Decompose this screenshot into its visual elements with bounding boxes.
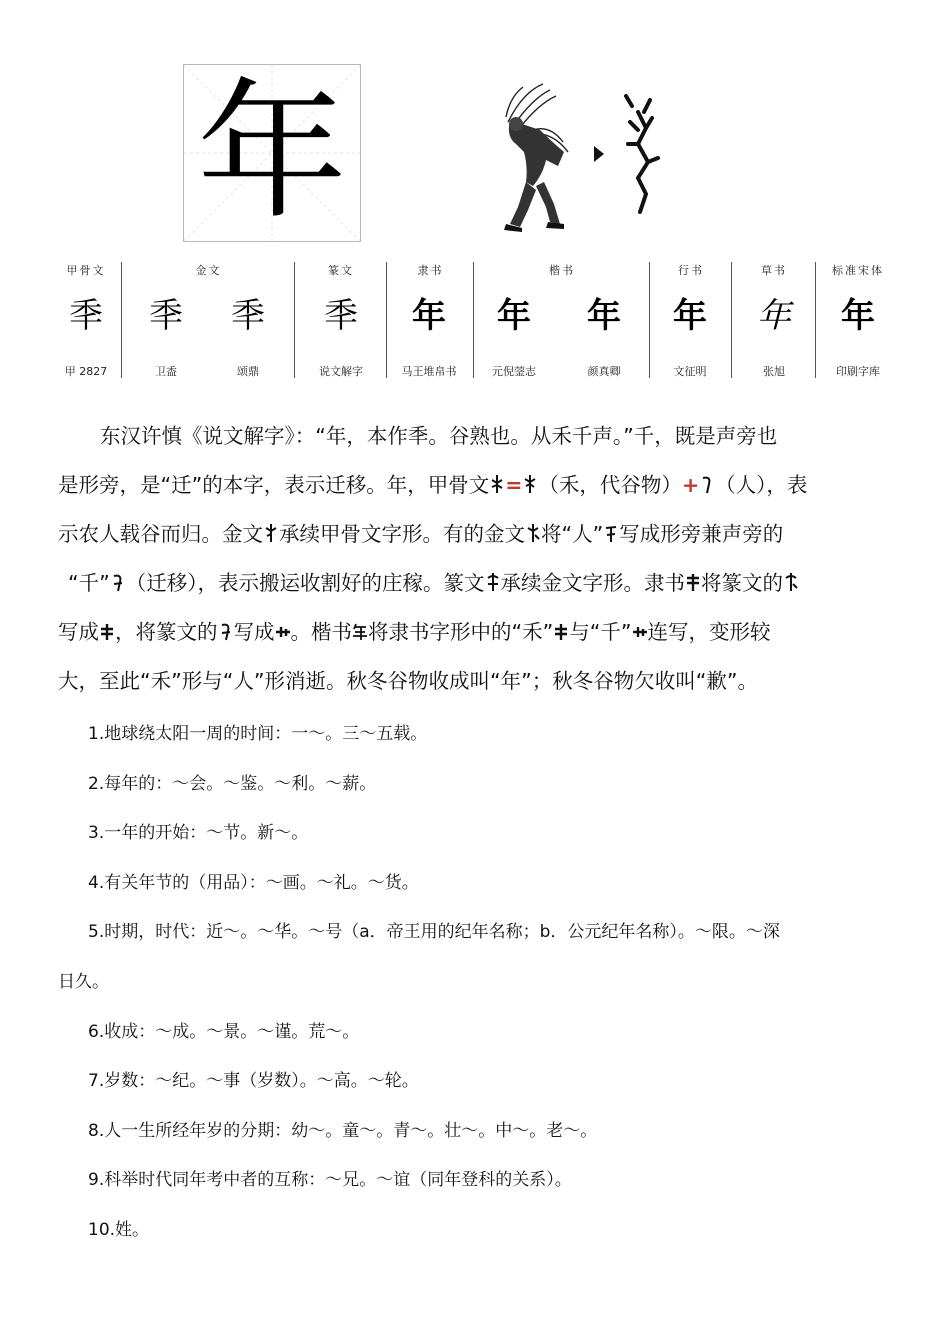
definition-item: 9.科举时代同年考中者的互称：～兄。～谊（同年登科的关系）。 (88, 1170, 572, 1191)
definition-item: 3.一年的开始：～节。新～。 (88, 823, 309, 844)
column-title: 篆文 (328, 264, 354, 277)
para-text: “千” (68, 571, 110, 595)
clerical-glyph-icon (553, 621, 569, 641)
para-text: 与“千” (569, 620, 632, 644)
column-title: 楷书 (549, 264, 575, 277)
definition-item: 2.每年的：～会。～鉴。～利。～薪。 (88, 773, 377, 794)
para-line (58, 461, 896, 510)
para-text: 承续甲骨文字形。有的金文 (279, 522, 525, 546)
para-text: 写成 (58, 620, 99, 644)
para-line (58, 510, 896, 559)
script-glyph: 秊 (69, 296, 103, 336)
plus-sign: + (681, 473, 700, 497)
script-glyph: 秊 (324, 296, 358, 336)
glyph-caption: 颂鼎 (237, 365, 259, 378)
bronze-glyph-icon (525, 523, 541, 543)
script-evolution-strip (50, 260, 900, 382)
glyph-caption: 马王堆帛书 (401, 365, 457, 378)
glyph-caption: 元倪蓥志 (492, 365, 536, 378)
regular-glyph-icon (352, 621, 368, 641)
oracle-grain-icon (522, 474, 538, 494)
qian-glyph-icon (603, 523, 619, 543)
para-line (58, 608, 896, 657)
character-grid-box (183, 64, 361, 242)
glyph-caption: 说文解字 (319, 365, 363, 378)
column-seal (295, 260, 387, 382)
para-text: 承续金文字形。隶书 (500, 571, 685, 595)
script-glyph: 年 (841, 296, 875, 336)
oracle-person-icon (699, 474, 715, 494)
bronze-glyph-icon (263, 523, 279, 543)
script-glyph: 年 (673, 296, 707, 336)
column-regular (474, 260, 650, 382)
clerical-glyph-icon (99, 621, 115, 641)
seal-glyph-icon (485, 572, 501, 592)
para-text: （人），表 (715, 473, 808, 497)
para-text: 写成形旁兼声旁的 (619, 522, 784, 546)
column-running (650, 260, 732, 382)
para-text: 写成 (233, 620, 275, 644)
qian-glyph-icon (110, 572, 126, 592)
definition-item: 10.姓。 (88, 1219, 150, 1240)
column-bronze (122, 260, 295, 382)
column-cursive (732, 260, 816, 382)
column-clerical (387, 260, 474, 382)
explanation-paragraph (58, 412, 896, 706)
column-title: 标准宋体 (832, 264, 884, 277)
para-text: 。楷书 (290, 620, 352, 644)
column-songti (816, 260, 900, 382)
para-text: （禾，代谷物） (538, 473, 682, 497)
script-glyph: 年 (757, 296, 791, 336)
para-text: ，将篆文的 (115, 620, 218, 644)
script-glyph: 秊 (231, 296, 265, 336)
definition-item: 6.收成：～成。～景。～谨。荒～。 (88, 1021, 360, 1042)
farmer-carrying-grain-illustration (488, 82, 668, 240)
clerical-glyph-icon (275, 621, 291, 641)
glyph-caption: 甲 2827 (64, 365, 108, 378)
definition-item: 8.人一生所经年岁的分期：幼～。童～。青～。壮～。中～。老～。 (88, 1120, 598, 1141)
para-line (58, 559, 896, 608)
para-text: 将隶书字形中的“禾” (368, 620, 554, 644)
definition-list (58, 710, 896, 1256)
seal-glyph-icon (218, 621, 234, 641)
para-text: 是形旁，是“迁”的本字，表示迁移。年，甲骨文 (58, 473, 490, 497)
glyph-caption: 文征明 (673, 365, 707, 378)
para-text: （迁移），表示搬运收割好的庄稼。篆文 (125, 571, 485, 595)
definition-item: 7.岁数：～纪。～事（岁数）。～高。～轮。 (88, 1071, 419, 1092)
para-line: 大，至此“禾”形与“人”形消逝。秋冬谷物收成叫“年”；秋冬谷物欠收叫“歉”。 (58, 669, 758, 693)
para-text: 将篆文的 (701, 571, 783, 595)
seal-glyph-icon (783, 572, 799, 592)
oracle-grain-icon (489, 474, 505, 494)
para-text: 连写，变形较 (647, 620, 771, 644)
para-text: 示农人载谷而归。金文 (58, 522, 263, 546)
definition-item-continued: 日久。 (58, 971, 109, 992)
glyph-caption: 卫盉 (155, 365, 177, 378)
oracle-glyph-icon (626, 96, 658, 212)
script-glyph: 年 (587, 296, 621, 336)
column-title: 金文 (195, 264, 222, 277)
column-title: 行书 (678, 264, 704, 277)
clerical-glyph-icon (632, 621, 648, 641)
column-title: 隶书 (417, 264, 444, 277)
equals-sign: = (505, 473, 523, 497)
column-oracle (50, 260, 122, 382)
para-text: 将“人” (541, 522, 604, 546)
para-line: 东汉许慎《说文解字》：“年，本作秊。谷熟也。从禾千声。”千，既是声旁也 (100, 424, 778, 448)
script-glyph: 秊 (149, 296, 183, 336)
glyph-caption: 颜真卿 (587, 365, 621, 378)
arrow-icon (594, 146, 604, 162)
definition-item: 4.有关年节的（用品）：～画。～礼。～货。 (88, 872, 419, 893)
column-title: 草书 (761, 264, 787, 277)
glyph-caption: 印刷字库 (836, 365, 880, 378)
definition-item: 5.时期，时代：近～。～华。～号（a．帝王用的纪年名称；b．公元纪年名称）。～限。～深 (88, 922, 780, 943)
clerical-glyph-icon (685, 572, 701, 592)
main-character: 年 (196, 66, 347, 240)
glyph-caption: 张旭 (763, 365, 785, 378)
script-glyph: 年 (412, 296, 446, 336)
script-glyph: 年 (497, 296, 531, 336)
definition-item: 1.地球绕太阳一周的时间：一～。三～五载。 (88, 724, 428, 744)
column-title: 甲骨文 (66, 264, 106, 277)
